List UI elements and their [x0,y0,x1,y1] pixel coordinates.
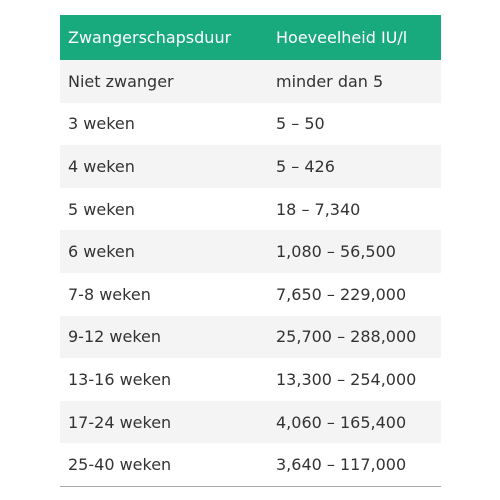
duration-cell: 6 weken [68,242,135,262]
duration-cell: 17-24 weken [68,412,172,432]
table-row [60,316,441,359]
amount-cell: 13,300 – 254,000 [276,369,417,389]
table-row [60,60,441,103]
amount-cell: 25,700 – 288,000 [276,327,417,347]
table-row [60,145,441,188]
table-row [60,273,441,316]
table-header [60,15,441,60]
table-row [60,401,441,444]
hcg-table [60,15,441,487]
duration-cell: 25-40 weken [68,455,172,475]
table-row [60,103,441,146]
duration-cell: Niet zwanger [68,71,174,91]
table-row [60,230,441,273]
table-row [60,188,441,231]
table-row [60,358,441,401]
duration-cell: 5 weken [68,199,135,219]
amount-cell: 4,060 – 165,400 [276,412,407,432]
duration-cell: 13-16 weken [68,369,172,389]
table-bottom-rule [60,486,441,487]
amount-cell: 7,650 – 229,000 [276,284,407,304]
amount-cell: 5 – 50 [276,114,325,134]
amount-cell: minder dan 5 [276,71,384,91]
duration-cell: 4 weken [68,156,135,176]
amount-cell: 3,640 – 117,000 [276,455,407,475]
amount-cell: 5 – 426 [276,156,335,176]
amount-cell: 18 – 7,340 [276,199,361,219]
amount-cell: 1,080 – 56,500 [276,242,396,262]
duration-cell: 7-8 weken [68,284,151,304]
column-header-amount: Hoeveelheid IU/l [276,28,408,47]
column-header-duration: Zwangerschapsduur [68,28,232,47]
duration-cell: 9-12 weken [68,327,162,347]
duration-cell: 3 weken [68,114,135,134]
table-row [60,443,441,486]
